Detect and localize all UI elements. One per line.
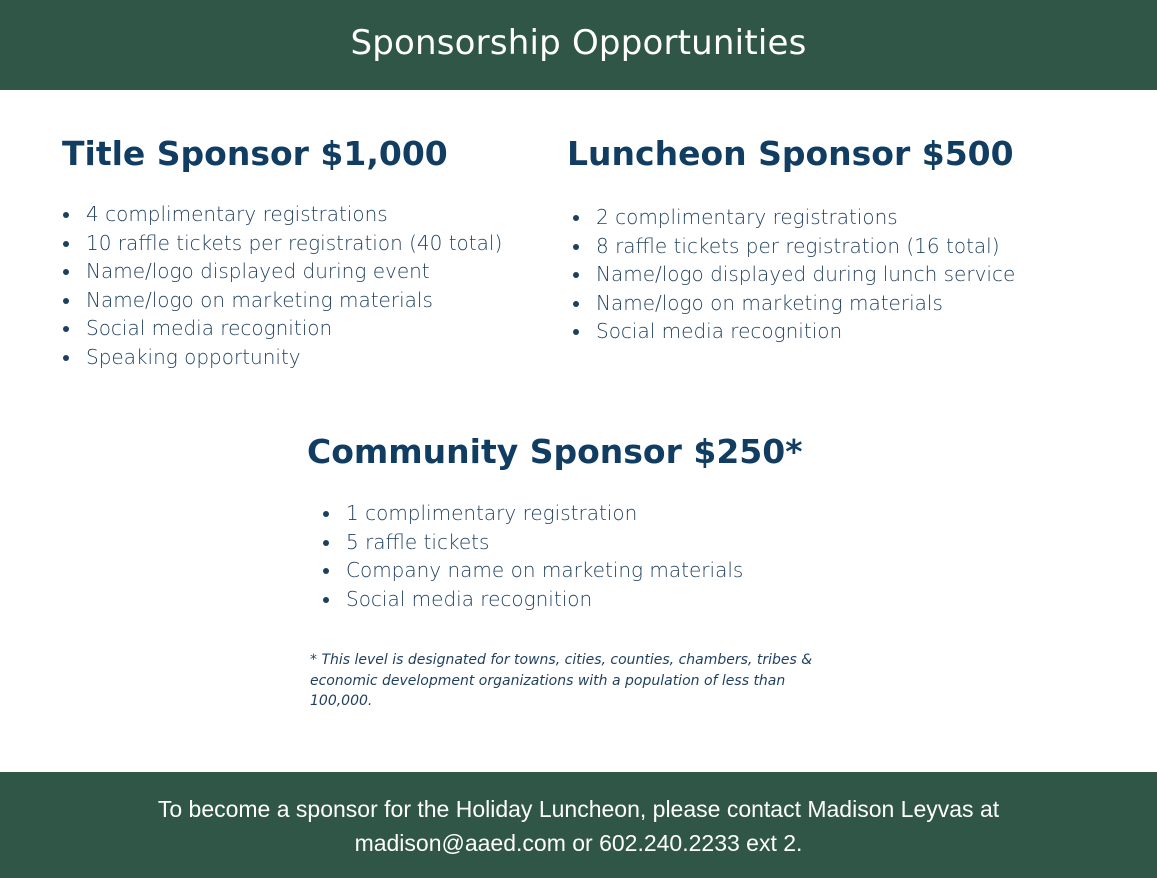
- bullet-icon: [573, 215, 579, 221]
- benefit-item: [322, 556, 802, 585]
- benefit-text: Social media recognition: [596, 319, 843, 344]
- benefit-item: [62, 343, 502, 372]
- benefit-text: Speaking opportunity: [86, 344, 301, 369]
- benefit-text: Social media recognition: [86, 316, 333, 341]
- benefit-item: [322, 499, 802, 528]
- benefit-text: Name/logo on marketing materials: [86, 287, 433, 312]
- benefit-list: [322, 499, 802, 613]
- benefit-item: [62, 229, 502, 258]
- bullet-icon: [573, 329, 579, 335]
- tier-heading: Luncheon Sponsor $500: [567, 134, 1014, 173]
- benefit-text: Name/logo displayed during lunch service: [596, 262, 1016, 287]
- benefit-text: 4 complimentary registrations: [86, 202, 388, 226]
- benefit-item: [322, 585, 802, 614]
- bullet-icon: [573, 272, 579, 278]
- bullet-icon: [63, 241, 69, 247]
- contact-info: [129, 792, 1029, 860]
- bullet-icon: [573, 301, 579, 307]
- title-sponsor-section: [62, 134, 502, 372]
- benefit-item: [62, 286, 502, 315]
- header-banner: [0, 0, 1157, 90]
- benefit-item: [572, 260, 1015, 289]
- luncheon-sponsor-section: [567, 134, 1015, 346]
- bullet-icon: [63, 355, 69, 361]
- benefit-item: [62, 257, 502, 286]
- community-sponsor-section: [307, 432, 802, 613]
- tier-heading: Title Sponsor $1,000: [62, 134, 448, 173]
- contact-line-2: madison@aaed.com or 602.240.2233 ext 2.: [354, 830, 803, 856]
- benefit-item: [62, 200, 502, 229]
- benefit-text: Social media recognition: [346, 586, 593, 611]
- bullet-icon: [323, 568, 329, 574]
- benefit-text: Name/logo displayed during event: [86, 259, 430, 284]
- benefit-item: [572, 232, 1015, 261]
- benefit-text: Name/logo on marketing materials: [596, 290, 943, 315]
- bullet-icon: [63, 326, 69, 332]
- benefit-text: 10 raffle tickets per registration (40 total): [86, 230, 503, 255]
- bullet-icon: [63, 212, 69, 218]
- benefit-item: [572, 203, 1015, 232]
- bullet-icon: [323, 597, 329, 603]
- footer-banner: [0, 772, 1157, 878]
- benefit-text: 8 raffle tickets per registration (16 total): [596, 233, 1000, 258]
- bullet-icon: [323, 540, 329, 546]
- benefit-list: [62, 200, 502, 372]
- benefit-list: [572, 203, 1015, 346]
- benefit-item: [572, 317, 1015, 346]
- page-title: Sponsorship Opportunities: [350, 23, 807, 63]
- bullet-icon: [63, 298, 69, 304]
- benefit-text: 2 complimentary registrations: [596, 205, 898, 229]
- contact-line-1: To become a sponsor for the Holiday Luncheon, please contact Madison Leyvas at: [157, 796, 1000, 822]
- footnote: * This level is designated for towns, cities, counties, chambers, tribes & economic development organizations with a population of less than 100,000.: [310, 652, 813, 709]
- benefit-item: [572, 289, 1015, 318]
- bullet-icon: [323, 511, 329, 517]
- benefit-item: [62, 314, 502, 343]
- bullet-icon: [573, 244, 579, 250]
- bullet-icon: [63, 269, 69, 275]
- benefit-text: 1 complimentary registration: [346, 501, 638, 525]
- benefit-text: 5 raffle tickets: [346, 529, 490, 554]
- benefit-text: Company name on marketing materials: [346, 558, 744, 583]
- benefit-item: [322, 528, 802, 557]
- tier-heading: Community Sponsor $250*: [307, 432, 803, 471]
